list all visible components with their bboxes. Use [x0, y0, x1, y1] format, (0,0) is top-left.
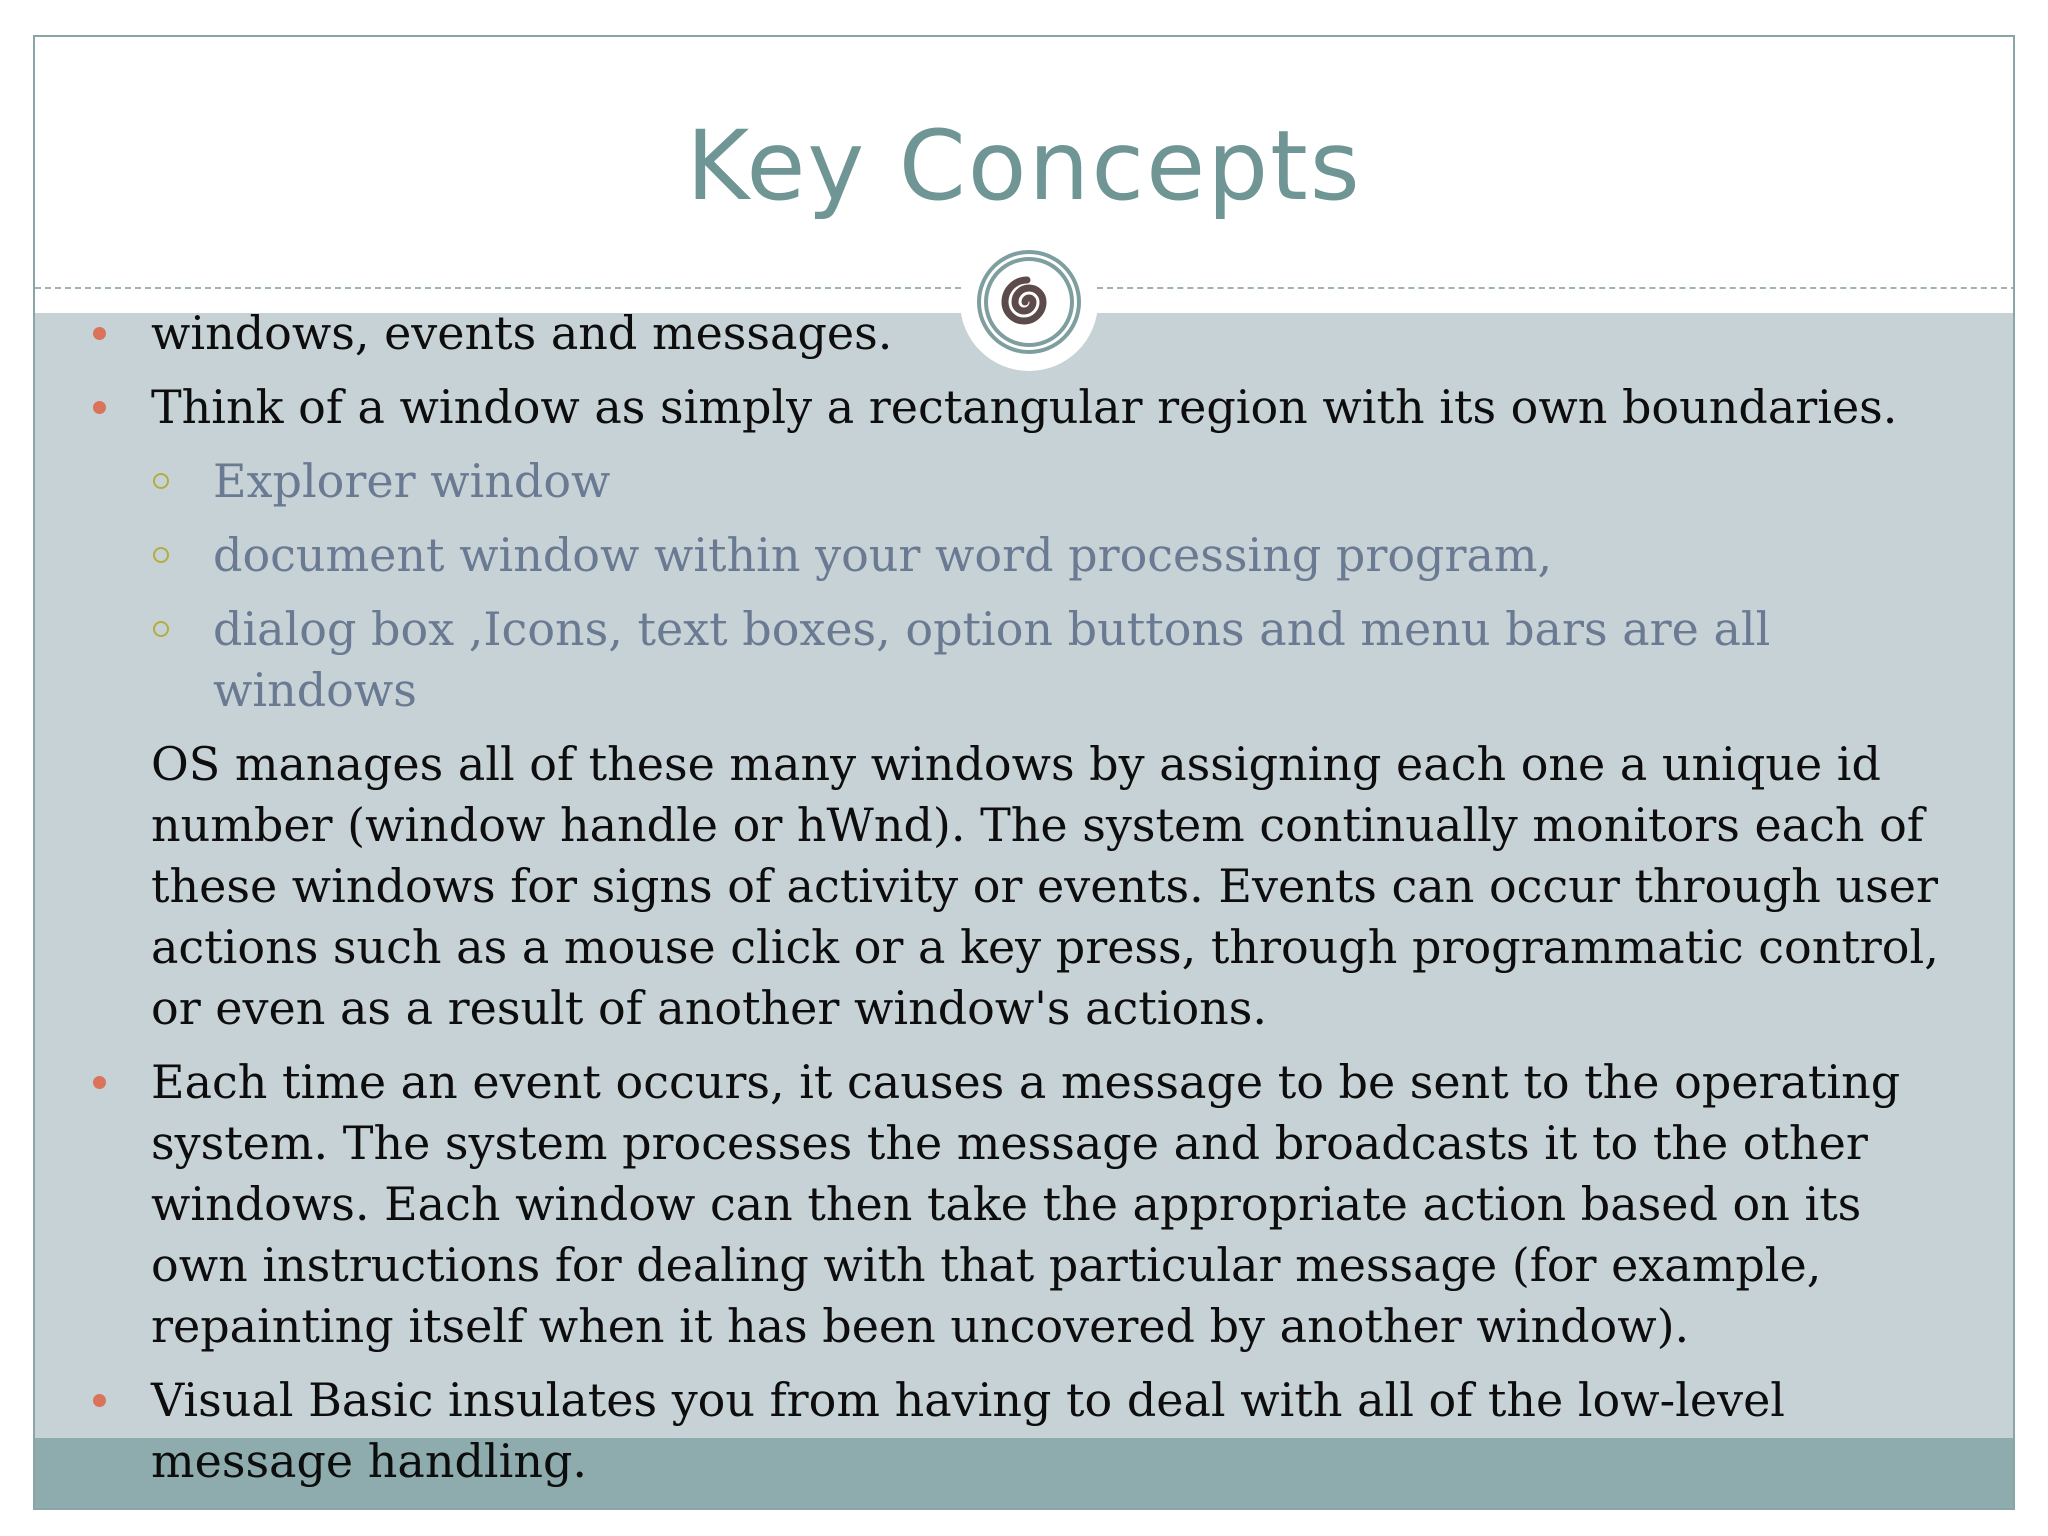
slide-title: Key Concepts — [686, 110, 1362, 222]
sub-list-item: Explorer window — [35, 451, 2013, 512]
sub-list-item: document window within your word processing program, — [35, 525, 2013, 586]
paragraph: OS manages all of these many windows by assigning each one a unique id number (window handle or hWnd). The system continually monitors each of these windows for signs of activity or events. Events can occur through user actions such as a mouse click or a key press, through programmatic control, or even as a result of another window's actions. — [151, 737, 1939, 1035]
list-item: Each time an event occurs, it causes a message to be sent to the operating system. The system processes the message and broadcasts it to the other windows. Each window can then take the appropriate action based on its own instructions for dealing with that particular message (for example, repainting itself when it has been uncovered by another window). — [35, 1052, 2013, 1357]
header-divider-left — [35, 287, 961, 289]
list-item: Think of a window as simply a rectangular region with its own boundaries. — [35, 377, 2013, 438]
slide-content — [35, 303, 2013, 1492]
list-item: windows, events and messages. — [35, 303, 2013, 364]
header-divider-right — [1097, 287, 2015, 289]
sub-list-item: dialog box ,Icons, text boxes, option buttons and menu bars are all windows — [35, 599, 2013, 721]
list-item: Visual Basic insulates you from having to deal with all of the low-level message handling. — [35, 1370, 2013, 1492]
slide — [33, 35, 2015, 1510]
